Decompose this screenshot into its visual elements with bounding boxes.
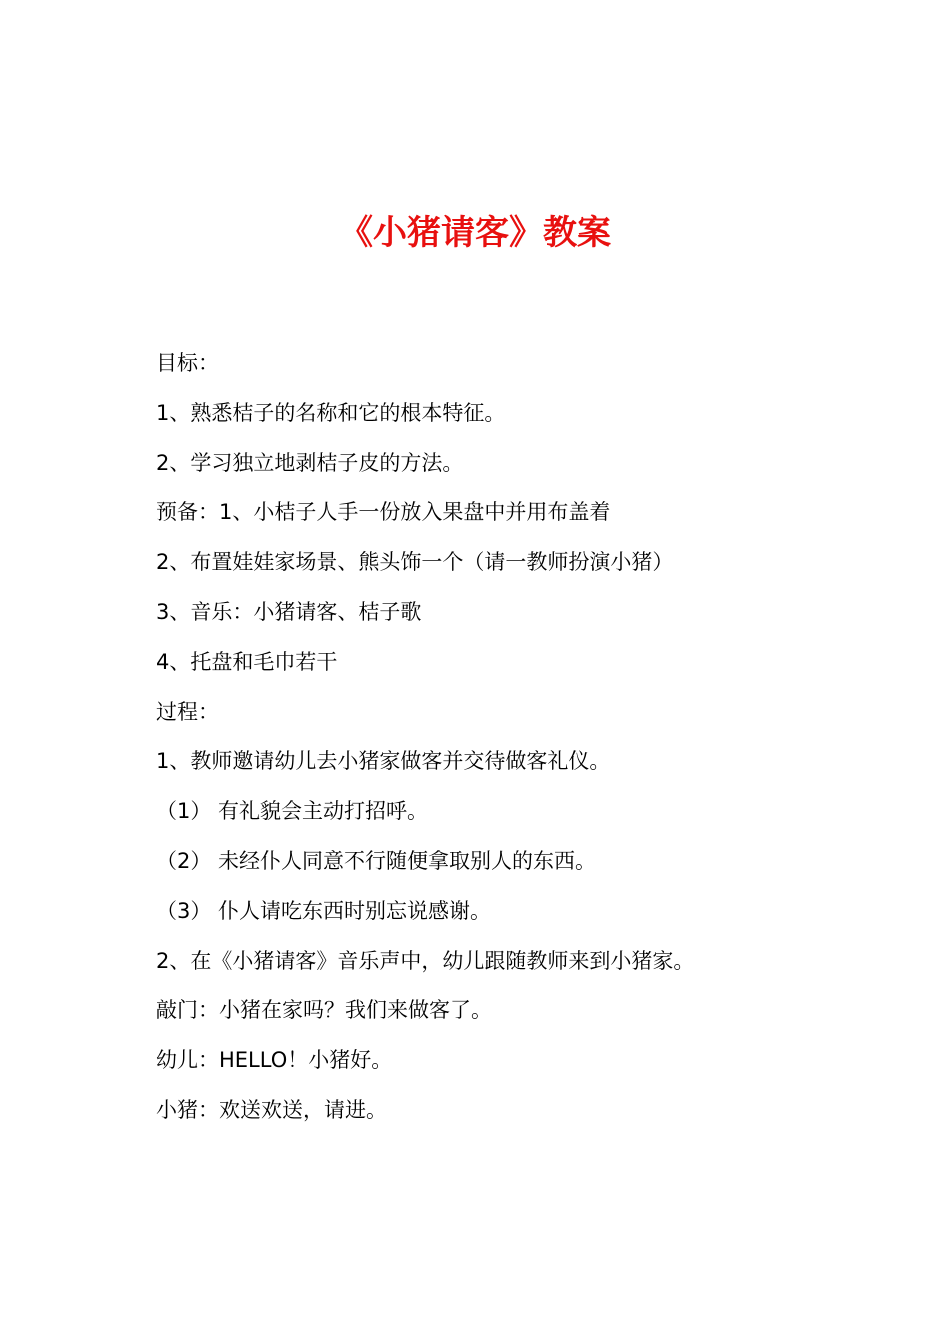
dialogue-line-children: 幼儿：HELLO！小猪好。 bbox=[156, 1048, 393, 1073]
section-heading-process: 过程： bbox=[156, 699, 219, 724]
etiquette-item-2: （2） 未经仆人同意不行随便拿取别人的东西。 bbox=[156, 848, 597, 873]
dialogue-line-knock: 敲门：小猪在家吗？我们来做客了。 bbox=[156, 998, 492, 1023]
document-body bbox=[156, 345, 896, 1142]
preparation-item-3: 3、音乐：小猪请客、桔子歌 bbox=[156, 599, 422, 624]
dialogue-line-piggy: 小猪：欢送欢送，请进。 bbox=[156, 1097, 387, 1122]
process-step-1: 1、教师邀请幼儿去小猪家做客并交待做客礼仪。 bbox=[156, 749, 611, 774]
process-step-2: 2、在《小猪请客》音乐声中，幼儿跟随教师来到小猪家。 bbox=[156, 948, 695, 973]
goal-item-2: 2、学习独立地剥桔子皮的方法。 bbox=[156, 450, 464, 475]
goal-item-1: 1、熟悉桔子的名称和它的根本特征。 bbox=[156, 400, 506, 425]
section-heading-goals: 目标： bbox=[156, 351, 219, 375]
etiquette-item-1: （1） 有礼貌会主动打招呼。 bbox=[156, 799, 429, 824]
document-title: 《小猪请客》教案 bbox=[339, 213, 611, 253]
preparation-item-4: 4、托盘和毛巾若干 bbox=[156, 649, 338, 674]
etiquette-item-3: （3） 仆人请吃东西时别忘说感谢。 bbox=[156, 898, 492, 923]
preparation-item-2: 2、布置娃娃家场景、熊头饰一个（请一教师扮演小猪） bbox=[156, 550, 674, 575]
preparation-item-1: 预备：1、小桔子人手一份放入果盘中并用布盖着 bbox=[156, 500, 611, 525]
